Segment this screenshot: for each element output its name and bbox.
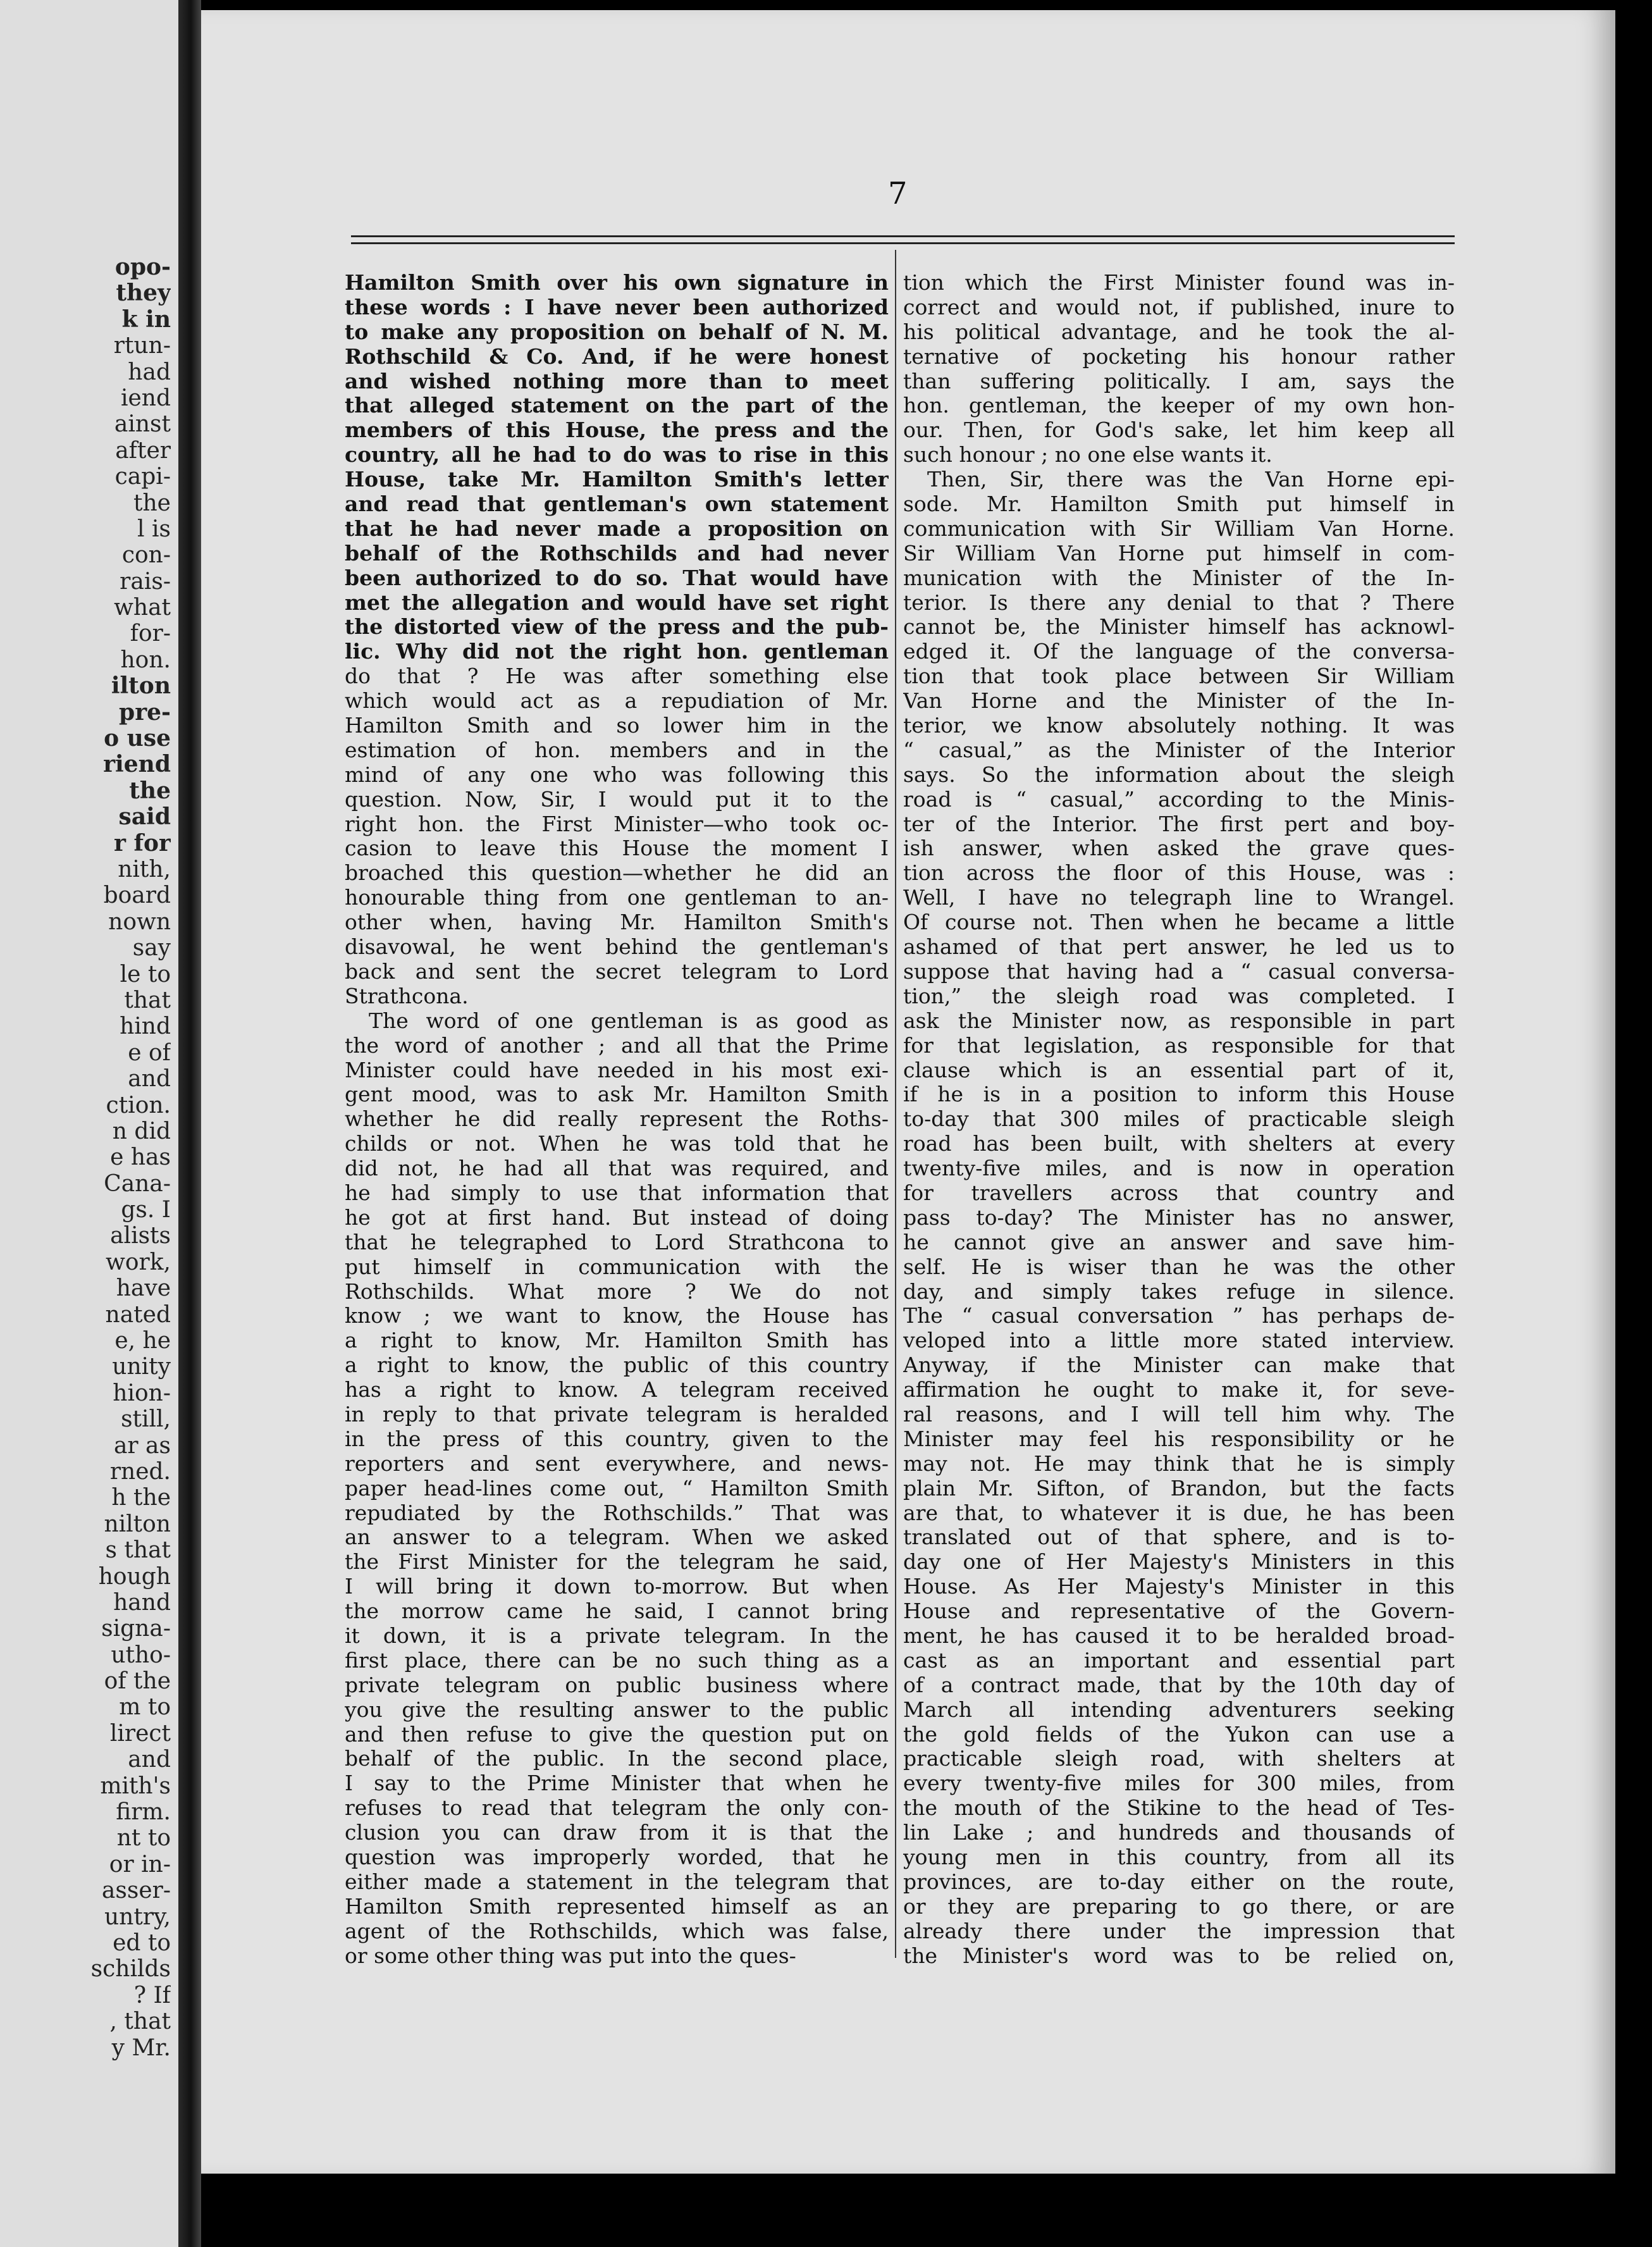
text-line: behalf of the Rothschilds and had never bbox=[345, 541, 889, 566]
text-line: do that ? He was after something else bbox=[345, 664, 889, 689]
text-line: for travellers across that country and bbox=[903, 1180, 1455, 1205]
fragment-line: said bbox=[118, 804, 171, 831]
fragment-line: nith, bbox=[118, 856, 171, 882]
left-column-body bbox=[345, 664, 889, 1968]
text-line: to-day that 300 miles of practicable sleigh bbox=[903, 1107, 1455, 1132]
fragment-line: ilton bbox=[111, 673, 171, 700]
text-line: know ; we want to know, the House has bbox=[345, 1304, 889, 1328]
text-line: other when, having Mr. Hamilton Smith's bbox=[345, 910, 889, 935]
text-line: plain Mr. Sifton, of Brandon, but the facts bbox=[903, 1476, 1455, 1501]
text-line: to make any proposition on behalf of N. M. bbox=[345, 319, 889, 344]
text-line: March all intending adventurers seeking bbox=[903, 1697, 1455, 1722]
fragment-line: n did bbox=[112, 1118, 171, 1144]
fragment-line: schilds bbox=[90, 1956, 171, 1983]
scan-edge bbox=[1615, 0, 1652, 2247]
text-line: that he had never made a proposition on bbox=[345, 516, 889, 541]
text-line: ashamed of that pert answer, he led us to bbox=[903, 935, 1455, 960]
text-line: The word of one gentleman is as good as bbox=[369, 1008, 889, 1033]
fragment-line: e, he bbox=[114, 1328, 171, 1354]
page-number: 7 bbox=[888, 176, 908, 211]
adjacent-page-fragment bbox=[0, 0, 201, 2247]
text-line: young men in this country, from all its bbox=[903, 1845, 1455, 1869]
text-line: The “ casual conversation ” has perhaps de- bbox=[903, 1304, 1455, 1328]
text-line: cast as an important and essential part bbox=[903, 1648, 1455, 1673]
text-line: provinces, are to-day either on the route, bbox=[903, 1869, 1455, 1894]
text-line: paper head-lines come out, “ Hamilton Smith bbox=[345, 1476, 889, 1501]
text-line: the Minister's word was to be relied on, bbox=[903, 1943, 1455, 1968]
text-line: country, all he had to do was to rise in this bbox=[345, 443, 889, 467]
text-line: Rothschilds. What more ? We do not bbox=[345, 1279, 889, 1304]
text-line: either made a statement in the telegram that bbox=[345, 1869, 889, 1894]
text-line: correct and would not, if published, inure to bbox=[903, 295, 1455, 319]
text-line: it down, it is a private telegram. In the bbox=[345, 1623, 889, 1648]
text-line: communication with Sir William Van Horne. bbox=[903, 516, 1455, 541]
fragment-line: alists bbox=[110, 1223, 171, 1249]
text-line: ral reasons, and I will tell him why. The bbox=[903, 1402, 1455, 1427]
text-line: suppose that having had a “ casual conversa- bbox=[903, 959, 1455, 984]
text-line: these words : I have never been authorized bbox=[345, 295, 889, 319]
text-line: his political advantage, and he took the al- bbox=[903, 319, 1455, 344]
text-line: already there under the impression that bbox=[903, 1919, 1455, 1943]
fragment-line: hon. bbox=[120, 647, 171, 673]
text-line: the First Minister for the telegram he said, bbox=[345, 1550, 889, 1575]
text-line: question was improperly worded, that he bbox=[345, 1845, 889, 1869]
text-line: clusion you can draw from it is that the bbox=[345, 1821, 889, 1845]
fragment-line: nt to bbox=[116, 1825, 171, 1852]
fragment-line: of the bbox=[104, 1668, 171, 1695]
header-rule-bottom bbox=[351, 242, 1455, 244]
fragment-line: mith's bbox=[100, 1773, 171, 1799]
left-column-bold-passage bbox=[345, 271, 889, 664]
text-line: has a right to know. A telegram received bbox=[345, 1378, 889, 1402]
fragment-line: hand bbox=[113, 1589, 171, 1616]
fragment-line: the bbox=[129, 777, 171, 804]
fragment-line: still, bbox=[121, 1406, 171, 1433]
adjacent-page-text bbox=[0, 254, 171, 2061]
text-line: of a contract made, that by the 10th day of bbox=[903, 1673, 1455, 1697]
text-line: the gold fields of the Yukon can use a bbox=[903, 1722, 1455, 1747]
text-line: he cannot give an answer and save him- bbox=[903, 1230, 1455, 1254]
fragment-line: and bbox=[128, 1066, 171, 1093]
text-line: a right to know, Mr. Hamilton Smith has bbox=[345, 1328, 889, 1353]
fragment-line: capi- bbox=[114, 464, 171, 490]
text-line: veloped into a little more stated interview. bbox=[903, 1328, 1455, 1353]
text-line: agent of the Rothschilds, which was false, bbox=[345, 1919, 889, 1943]
text-line: may not. He may think that he is simply bbox=[903, 1451, 1455, 1476]
text-line: back and sent the secret telegram to Lord bbox=[345, 959, 889, 984]
text-line: disavowal, he went behind the gentleman's bbox=[345, 935, 889, 960]
text-line: Well, I have no telegraph line to Wrangel. bbox=[903, 886, 1455, 910]
text-line: the morrow came he said, I cannot bring bbox=[345, 1599, 889, 1624]
text-line: says. So the information about the sleigh bbox=[903, 762, 1455, 787]
fragment-line: con- bbox=[121, 542, 171, 569]
fragment-line: asser- bbox=[101, 1878, 171, 1904]
text-line: self. He is wiser than he was the other bbox=[903, 1254, 1455, 1279]
text-line: every twenty-five miles for 300 miles, from bbox=[903, 1771, 1455, 1796]
text-line: the distorted view of the press and the pub- bbox=[345, 615, 889, 640]
fragment-line: after bbox=[115, 437, 171, 464]
fragment-line: o use bbox=[104, 726, 171, 752]
text-line: or some other thing was put into the ques- bbox=[345, 1943, 796, 1968]
text-line: a right to know, the public of this country bbox=[345, 1353, 889, 1378]
fragment-line: y Mr. bbox=[111, 2034, 171, 2061]
text-line: munication with the Minister of the In- bbox=[903, 566, 1455, 590]
text-line: Of course not. Then when he became a little bbox=[903, 910, 1455, 935]
text-line: first place, there can be no such thing as a bbox=[345, 1648, 889, 1673]
text-line: Van Horne and the Minister of the In- bbox=[903, 689, 1455, 714]
fragment-line: hion- bbox=[113, 1380, 171, 1406]
fragment-line: firm. bbox=[116, 1799, 171, 1826]
text-line: put himself in communication with the bbox=[345, 1254, 889, 1279]
text-line: in reply to that private telegram is heralded bbox=[345, 1402, 889, 1427]
left-column bbox=[345, 271, 889, 1968]
fragment-line: lirect bbox=[109, 1720, 171, 1747]
text-line: gent mood, was to ask Mr. Hamilton Smith bbox=[345, 1082, 889, 1107]
fragment-line: say bbox=[132, 935, 171, 962]
fragment-line: m to bbox=[119, 1694, 171, 1721]
text-line: ment, he has caused it to be heralded broad- bbox=[903, 1623, 1455, 1648]
fragment-line: what bbox=[114, 595, 171, 621]
text-line: terior. Is there any denial to that ? There bbox=[903, 590, 1455, 615]
text-line: question. Now, Sir, I would put it to the bbox=[345, 787, 889, 812]
text-line: ish answer, when asked the grave ques- bbox=[903, 836, 1455, 861]
text-line: sode. Mr. Hamilton Smith put himself in bbox=[903, 492, 1455, 517]
fragment-line: ainst bbox=[114, 411, 171, 438]
fragment-line: ed to bbox=[113, 1930, 171, 1956]
fragment-line: the bbox=[133, 490, 171, 516]
text-line: cannot be, the Minister himself has acknowl- bbox=[903, 615, 1455, 640]
fragment-line: have bbox=[116, 1275, 171, 1302]
text-line: pass to-day? The Minister has no answer, bbox=[903, 1205, 1455, 1230]
text-line: and wished nothing more than to meet bbox=[345, 369, 889, 393]
text-line: road is “ casual,” according to the Minis- bbox=[903, 787, 1455, 812]
text-line: mind of any one who was following this bbox=[345, 762, 889, 787]
text-line: tion across the floor of this House, was : bbox=[903, 861, 1455, 886]
fragment-line: nated bbox=[105, 1301, 171, 1328]
text-line: I say to the Prime Minister that when he bbox=[345, 1771, 889, 1796]
text-line: repudiated by the Rothschilds.” That was bbox=[345, 1501, 889, 1525]
text-line: Then, Sir, there was the Van Horne epi- bbox=[927, 467, 1455, 492]
fragment-line: rned. bbox=[109, 1458, 171, 1485]
text-line: Hamilton Smith and so lower him in the bbox=[345, 714, 889, 738]
text-line: refuses to read that telegram the only con- bbox=[345, 1796, 889, 1821]
text-line: you give the resulting answer to the public bbox=[345, 1697, 889, 1722]
text-line: our. Then, for God's sake, let him keep all bbox=[903, 418, 1455, 443]
fragment-line: unity bbox=[112, 1354, 171, 1380]
text-line: practicable sleigh road, with shelters at bbox=[903, 1747, 1455, 1771]
fragment-line: or in- bbox=[109, 1851, 171, 1878]
text-line: road has been built, with shelters at every bbox=[903, 1132, 1455, 1156]
text-line: the mouth of the Stikine to the head of Tes- bbox=[903, 1796, 1455, 1821]
text-line: whether he did really represent the Roths- bbox=[345, 1107, 889, 1132]
text-line: for that legislation, as responsible for that bbox=[903, 1033, 1455, 1058]
text-line: or they are preparing to go there, or are bbox=[903, 1894, 1455, 1919]
text-line: terior, we know absolutely nothing. It was bbox=[903, 714, 1455, 738]
text-line: which would act as a repudiation of Mr. bbox=[345, 689, 889, 714]
text-line: lic. Why did not the right hon. gentleman bbox=[345, 640, 889, 664]
text-line: that alleged statement on the part of the bbox=[345, 393, 889, 418]
text-line: ask the Minister now, as responsible in part bbox=[903, 1008, 1455, 1033]
text-line: House, take Mr. Hamilton Smith's letter bbox=[345, 467, 889, 492]
text-line: estimation of hon. members and in the bbox=[345, 738, 889, 762]
binding-gutter bbox=[178, 0, 201, 2247]
fragment-line: gs. I bbox=[121, 1197, 171, 1223]
fragment-line: hough bbox=[98, 1563, 171, 1590]
text-line: tion that took place between Sir William bbox=[903, 664, 1455, 689]
fragment-line: had bbox=[128, 359, 171, 385]
text-line: honourable thing from one gentleman to an- bbox=[345, 886, 889, 910]
text-line: and then refuse to give the question put on bbox=[345, 1722, 889, 1747]
fragment-line: Cana- bbox=[104, 1170, 171, 1197]
text-line: been authorized to do so. That would have bbox=[345, 566, 889, 590]
fragment-line: iend bbox=[120, 385, 171, 411]
text-line: I will bring it down to-morrow. But when bbox=[345, 1575, 889, 1599]
fragment-line: le to bbox=[120, 961, 171, 987]
fragment-line: rtun- bbox=[113, 333, 171, 359]
text-line: twenty-five miles, and is now in operation bbox=[903, 1156, 1455, 1181]
text-line: hon. gentleman, the keeper of my own hon- bbox=[903, 393, 1455, 418]
text-line: clause which is an essential part of it, bbox=[903, 1058, 1455, 1082]
fragment-line: l is bbox=[137, 516, 171, 542]
text-line: members of this House, the press and the bbox=[345, 418, 889, 443]
text-line: he had simply to use that information that bbox=[345, 1180, 889, 1205]
fragment-line: ar as bbox=[113, 1432, 171, 1459]
fragment-line: ction. bbox=[106, 1092, 171, 1118]
text-line: affirmation he ought to make it, for seve- bbox=[903, 1378, 1455, 1402]
fragment-line: for- bbox=[130, 621, 171, 647]
header-rule-top bbox=[351, 235, 1455, 237]
text-line: Hamilton Smith represented himself as an bbox=[345, 1894, 889, 1919]
text-line: “ casual,” as the Minister of the Interior bbox=[903, 738, 1455, 762]
fragment-line: , that bbox=[109, 2009, 171, 2035]
text-line: casion to leave this House the moment I bbox=[345, 836, 889, 861]
fragment-line: utho- bbox=[111, 1642, 171, 1668]
fragment-line: opo- bbox=[114, 254, 171, 280]
text-line: Strathcona. bbox=[345, 984, 469, 1008]
text-line: such honour ; no one else wants it. bbox=[903, 443, 1273, 467]
fragment-line: e of bbox=[128, 1039, 171, 1066]
right-column bbox=[903, 271, 1455, 1968]
fragment-line: they bbox=[116, 280, 171, 307]
text-line: in the press of this country, given to the bbox=[345, 1427, 889, 1451]
text-line: Minister may feel his responsibility or he bbox=[903, 1427, 1455, 1451]
text-line: translated out of that sphere, and is to- bbox=[903, 1525, 1455, 1550]
column-divider bbox=[895, 250, 896, 1958]
fragment-line: nown bbox=[108, 908, 171, 935]
text-line: if he is in a position to inform this House bbox=[903, 1082, 1455, 1107]
text-line: met the allegation and would have set right bbox=[345, 590, 889, 615]
text-line: that he telegraphed to Lord Strathcona to bbox=[345, 1230, 889, 1254]
fragment-line: signa- bbox=[101, 1616, 171, 1642]
text-line: edged it. Of the language of the conversa- bbox=[903, 640, 1455, 664]
fragment-line: work, bbox=[106, 1249, 171, 1275]
right-column-body bbox=[903, 271, 1455, 1968]
fragment-line: hind bbox=[120, 1013, 171, 1040]
fragment-line: pre- bbox=[119, 699, 171, 726]
text-line: ter of the Interior. The first pert and boy- bbox=[903, 812, 1455, 836]
text-line: the word of another ; and all that the Prime bbox=[345, 1033, 889, 1058]
text-line: did not, he had all that was required, and bbox=[345, 1156, 889, 1181]
text-line: are that, to whatever it is due, he has been bbox=[903, 1501, 1455, 1525]
fragment-line: rais- bbox=[120, 568, 171, 595]
fragment-line: riend bbox=[103, 752, 171, 778]
text-line: and read that gentleman's own statement bbox=[345, 492, 889, 517]
fragment-line: untry, bbox=[104, 1903, 171, 1930]
text-line: day, and simply takes refuge in silence. bbox=[903, 1279, 1455, 1304]
fragment-line: nilton bbox=[104, 1511, 171, 1537]
fragment-line: and bbox=[128, 1747, 171, 1773]
text-line: right hon. the First Minister—who took oc- bbox=[345, 812, 889, 836]
text-line: Hamilton Smith over his own signature in bbox=[345, 271, 889, 295]
text-line: Minister could have needed in his most exi- bbox=[345, 1058, 889, 1082]
fragment-line: board bbox=[103, 882, 171, 909]
text-line: Sir William Van Horne put himself in com- bbox=[903, 541, 1455, 566]
fragment-line: r for bbox=[114, 830, 171, 857]
text-line: tion,” the sleigh road was completed. I bbox=[903, 984, 1455, 1008]
text-line: day one of Her Majesty's Ministers in this bbox=[903, 1550, 1455, 1575]
fragment-line: e has bbox=[110, 1144, 171, 1171]
text-line: he got at first hand. But instead of doing bbox=[345, 1205, 889, 1230]
text-line: lin Lake ; and hundreds and thousands of bbox=[903, 1821, 1455, 1845]
text-line: private telegram on public business where bbox=[345, 1673, 889, 1697]
text-line: than suffering politically. I am, says the bbox=[903, 369, 1455, 393]
text-line: tion which the First Minister found was in- bbox=[903, 271, 1455, 295]
text-line: broached this question—whether he did an bbox=[345, 861, 889, 886]
text-line: House and representative of the Govern- bbox=[903, 1599, 1455, 1624]
fragment-line: h the bbox=[111, 1485, 171, 1511]
fragment-line: ? If bbox=[133, 1982, 171, 2009]
text-line: an answer to a telegram. When we asked bbox=[345, 1525, 889, 1550]
fragment-line: s that bbox=[105, 1537, 171, 1564]
text-line: ternative of pocketing his honour rather bbox=[903, 344, 1455, 369]
fragment-line: k in bbox=[121, 306, 171, 333]
text-line: childs or not. When he was told that he bbox=[345, 1132, 889, 1156]
text-line: Rothschild & Co. And, if he were honest bbox=[345, 344, 889, 369]
text-line: House. As Her Majesty's Minister in this bbox=[903, 1575, 1455, 1599]
text-line: behalf of the public. In the second place, bbox=[345, 1747, 889, 1771]
text-line: reporters and sent everywhere, and news- bbox=[345, 1451, 889, 1476]
text-line: Anyway, if the Minister can make that bbox=[903, 1353, 1455, 1378]
fragment-line: that bbox=[124, 987, 171, 1013]
